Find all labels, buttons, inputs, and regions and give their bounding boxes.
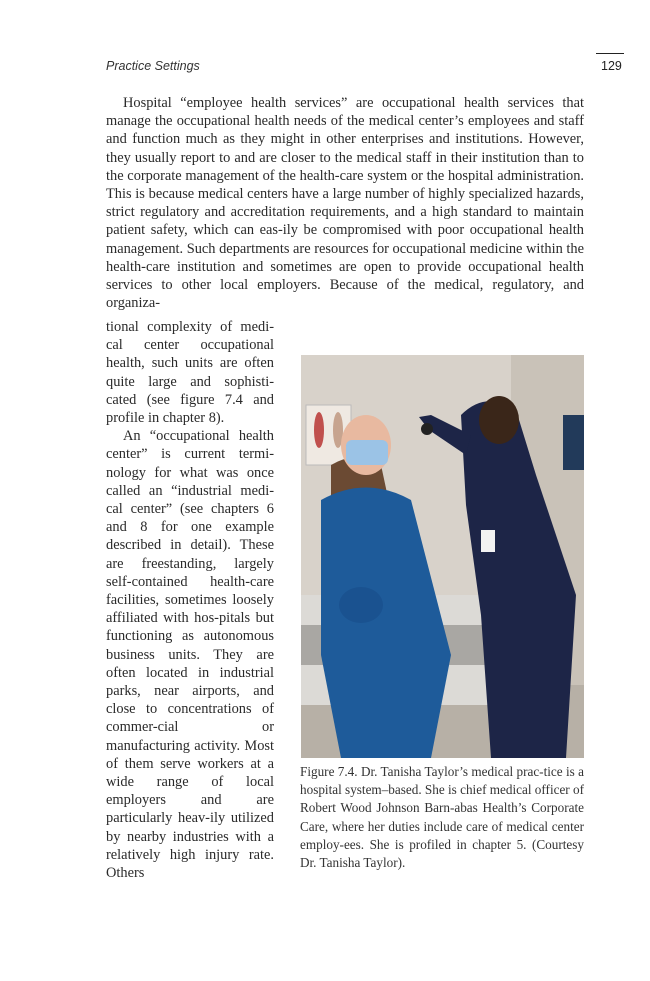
otoscope (421, 423, 433, 435)
doctor-face (479, 396, 519, 444)
body-paragraph-1-continued: tional complexity of medi-cal center occupational health, such units are often quite large and sophisti-cated (see figure 7.4 and profile in chapter 8). (106, 319, 274, 427)
figure-photo (301, 355, 584, 758)
figure-caption: Figure 7.4. Dr. Tanisha Taylor’s medical prac-tice is a hospital system–based. She is chief medical officer of Robert Wood Johnson Barn-abas Health’s Corporate Care, where her duties include care of medical center employ-ees. She is profiled in chapter 5. (Courtesy Dr. Tanisha Taylor). (300, 764, 584, 871)
page-number-rule (596, 53, 624, 54)
face-mask (346, 440, 388, 465)
body-paragraph-2: An “occupational health center” is current termi-nology for what was once called an “industrial medi-cal center” (see chapters 6 and 8 for one example described in detail). These are freestanding, largely self-contained health-care facilities, sometimes loosely affiliated with hos-pitals but functioning as autonomous business units. They are often located in industrial parks, near airports, and close to concentrations of commer-cial or manufacturing activity. Most of them serve workers at a wide range of local employers and are particularly heav-ily utilized by nearby industries with a relatively high injury rate. Others (106, 428, 274, 882)
running-head: Practice Settings (106, 59, 200, 73)
left-column (106, 318, 274, 882)
wall-equipment (563, 415, 584, 470)
exam-room-photo (301, 355, 584, 758)
body-paragraph-1: Hospital “employee health services” are occupational health services that manage the occupational health needs of the medical center’s employees and staff and function much as they might in other enterprises and institutions. However, they usually report to and are closer to the medical staff in their institution than to the corporate management of the health-care system or the hospital administration. This is because medical centers have a large number of highly specialized hazards, strict regulatory and accreditation requirements, and a high standard to maintain patient safety, which can eas-ily be compromised with poor occupational health management. Such departments are resources for occupational medicine within the health-care institution and sometimes are open to provide occupational health services to other local employers. Because of the medical, regulatory, and organiza- (106, 95, 584, 312)
page-number: 129 (601, 59, 622, 73)
